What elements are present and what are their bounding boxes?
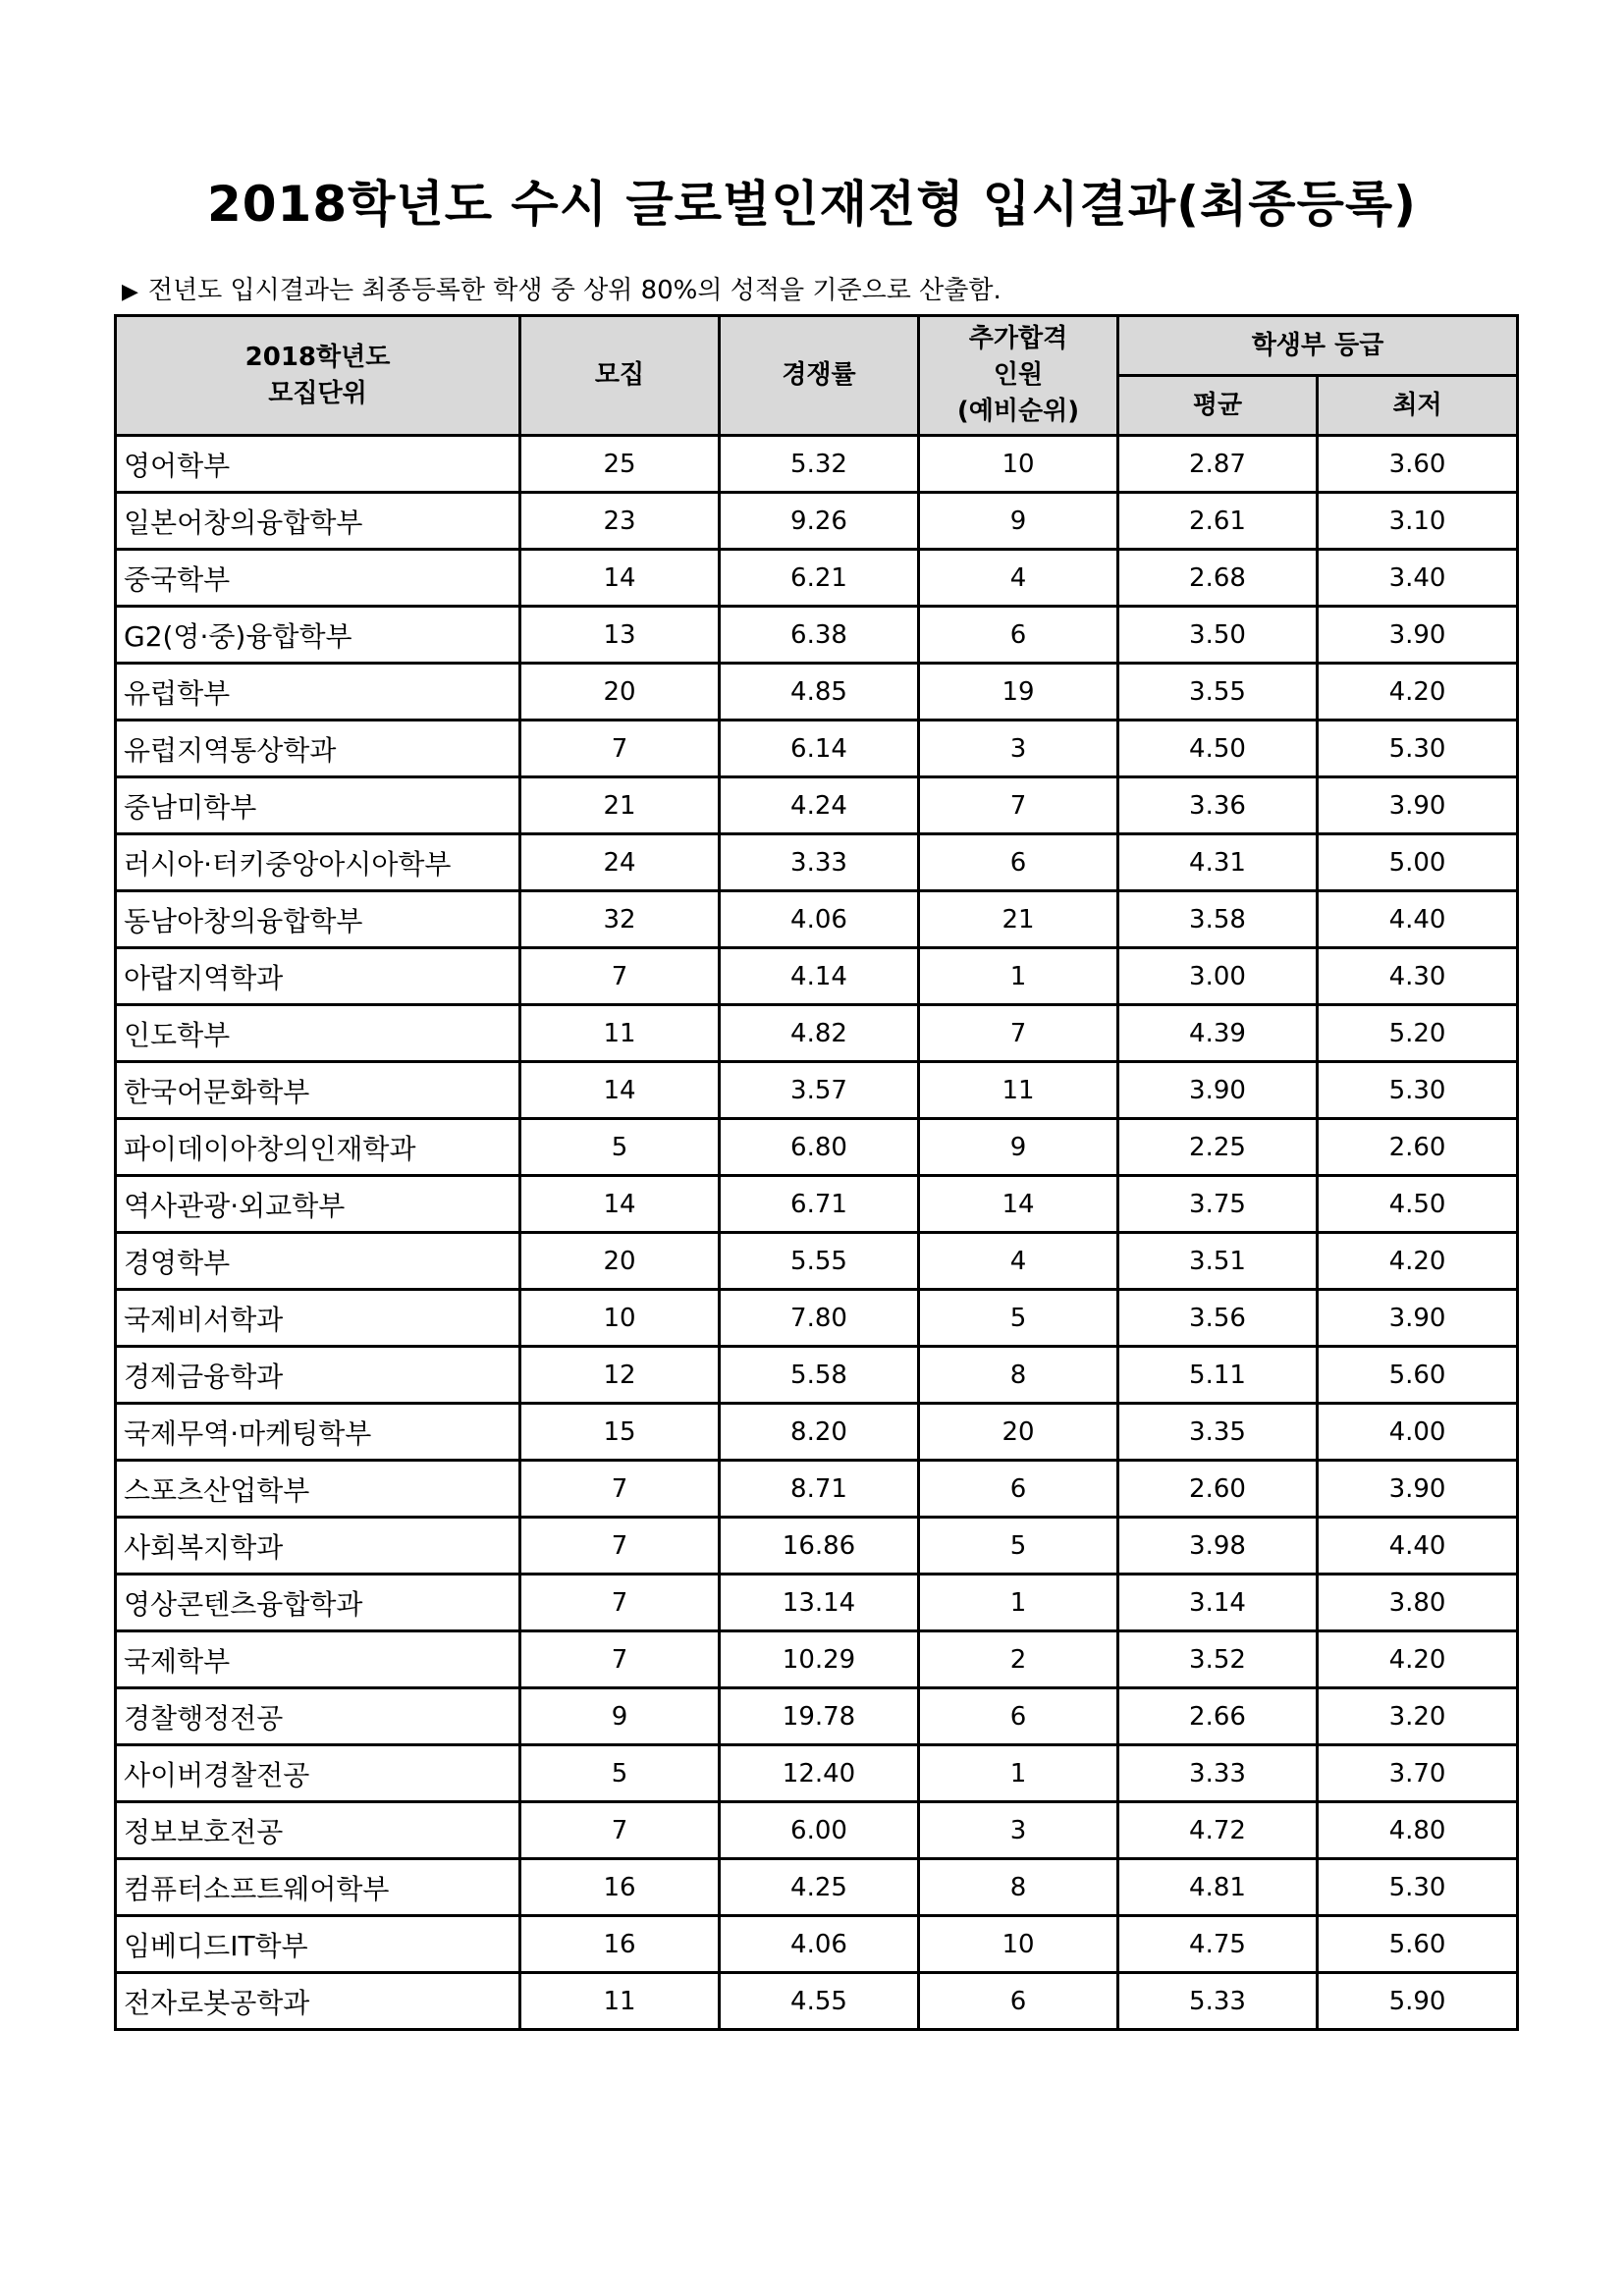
grade-avg-cell: 3.35 (1118, 1404, 1318, 1461)
competition-cell: 12.40 (720, 1745, 919, 1802)
recruit-cell: 32 (520, 891, 720, 948)
grade-min-cell: 5.20 (1318, 1005, 1518, 1062)
extra-cell: 6 (919, 1973, 1118, 2030)
grade-min-cell: 3.60 (1318, 436, 1518, 493)
competition-cell: 4.06 (720, 1916, 919, 1973)
extra-cell: 6 (919, 834, 1118, 891)
table-row (116, 1802, 1518, 1859)
extra-cell: 5 (919, 1290, 1118, 1347)
competition-cell: 6.38 (720, 607, 919, 664)
recruit-cell: 15 (520, 1404, 720, 1461)
grade-avg-cell: 3.14 (1118, 1575, 1318, 1631)
unit-cell: 유럽학부 (116, 664, 520, 721)
unit-cell: 컴퓨터소프트웨어학부 (116, 1859, 520, 1916)
extra-cell: 6 (919, 1461, 1118, 1518)
table-row (116, 1745, 1518, 1802)
grade-min-cell: 5.30 (1318, 721, 1518, 777)
grade-min-cell: 4.30 (1318, 948, 1518, 1005)
unit-cell: 경영학부 (116, 1233, 520, 1290)
table-row (116, 1859, 1518, 1916)
grade-avg-cell: 3.52 (1118, 1631, 1318, 1688)
grade-avg-cell: 2.87 (1118, 436, 1318, 493)
recruit-cell: 14 (520, 1062, 720, 1119)
grade-min-cell: 4.20 (1318, 664, 1518, 721)
unit-cell: 유럽지역통상학과 (116, 721, 520, 777)
table-row (116, 1973, 1518, 2030)
table-row (116, 721, 1518, 777)
header-grade-min: 최저 (1318, 376, 1518, 436)
grade-avg-cell: 4.50 (1118, 721, 1318, 777)
unit-cell: 중남미학부 (116, 777, 520, 834)
unit-cell: 영어학부 (116, 436, 520, 493)
grade-min-cell: 2.60 (1318, 1119, 1518, 1176)
recruit-cell: 13 (520, 607, 720, 664)
note-text: 전년도 입시결과는 최종등록한 학생 중 상위 80%의 성적을 기준으로 산출함. (147, 276, 1001, 305)
grade-avg-cell: 2.25 (1118, 1119, 1318, 1176)
unit-cell: 국제비서학과 (116, 1290, 520, 1347)
grade-min-cell: 4.00 (1318, 1404, 1518, 1461)
grade-avg-cell: 4.72 (1118, 1802, 1318, 1859)
extra-cell: 10 (919, 436, 1118, 493)
recruit-cell: 14 (520, 550, 720, 607)
extra-cell: 6 (919, 607, 1118, 664)
recruit-cell: 20 (520, 1233, 720, 1290)
recruit-cell: 5 (520, 1119, 720, 1176)
extra-cell: 7 (919, 1005, 1118, 1062)
competition-cell: 6.80 (720, 1119, 919, 1176)
grade-avg-cell: 3.36 (1118, 777, 1318, 834)
grade-min-cell: 5.30 (1318, 1062, 1518, 1119)
grade-min-cell: 5.30 (1318, 1859, 1518, 1916)
table-row (116, 664, 1518, 721)
grade-min-cell: 3.90 (1318, 777, 1518, 834)
recruit-cell: 16 (520, 1859, 720, 1916)
table-row (116, 550, 1518, 607)
table-row (116, 1916, 1518, 1973)
extra-cell: 10 (919, 1916, 1118, 1973)
grade-min-cell: 4.40 (1318, 1518, 1518, 1575)
grade-min-cell: 3.80 (1318, 1575, 1518, 1631)
unit-cell: 임베디드IT학부 (116, 1916, 520, 1973)
unit-cell: 중국학부 (116, 550, 520, 607)
grade-avg-cell: 5.33 (1118, 1973, 1318, 2030)
competition-cell: 8.20 (720, 1404, 919, 1461)
recruit-cell: 11 (520, 1005, 720, 1062)
recruit-cell: 9 (520, 1688, 720, 1745)
table-row (116, 1119, 1518, 1176)
extra-cell: 1 (919, 1575, 1118, 1631)
grade-min-cell: 4.40 (1318, 891, 1518, 948)
grade-min-cell: 3.40 (1318, 550, 1518, 607)
unit-cell: 스포츠산업학부 (116, 1461, 520, 1518)
table-row (116, 1518, 1518, 1575)
table-row (116, 607, 1518, 664)
unit-cell: 경찰행정전공 (116, 1688, 520, 1745)
header-grade-avg: 평균 (1118, 376, 1318, 436)
table-row (116, 1290, 1518, 1347)
unit-cell: 파이데이아창의인재학과 (116, 1119, 520, 1176)
table-row (116, 834, 1518, 891)
grade-avg-cell: 3.56 (1118, 1290, 1318, 1347)
extra-cell: 14 (919, 1176, 1118, 1233)
recruit-cell: 24 (520, 834, 720, 891)
recruit-cell: 21 (520, 777, 720, 834)
table-row (116, 1688, 1518, 1745)
competition-cell: 5.32 (720, 436, 919, 493)
grade-min-cell: 5.00 (1318, 834, 1518, 891)
table-row (116, 1347, 1518, 1404)
recruit-cell: 7 (520, 948, 720, 1005)
header-recruit: 모집 (520, 316, 720, 436)
unit-cell: 동남아창의융합학부 (116, 891, 520, 948)
header-competition: 경쟁률 (720, 316, 919, 436)
grade-min-cell: 4.20 (1318, 1631, 1518, 1688)
grade-avg-cell: 3.55 (1118, 664, 1318, 721)
recruit-cell: 7 (520, 1802, 720, 1859)
extra-cell: 7 (919, 777, 1118, 834)
competition-cell: 8.71 (720, 1461, 919, 1518)
competition-cell: 4.82 (720, 1005, 919, 1062)
extra-cell: 9 (919, 493, 1118, 550)
table-row (116, 1062, 1518, 1119)
unit-cell: G2(영·중)융합학부 (116, 607, 520, 664)
competition-cell: 10.29 (720, 1631, 919, 1688)
table-row (116, 1461, 1518, 1518)
grade-min-cell: 5.60 (1318, 1916, 1518, 1973)
competition-cell: 6.71 (720, 1176, 919, 1233)
grade-avg-cell: 2.60 (1118, 1461, 1318, 1518)
grade-avg-cell: 2.68 (1118, 550, 1318, 607)
table-row (116, 436, 1518, 493)
results-table (114, 314, 1519, 2031)
competition-cell: 9.26 (720, 493, 919, 550)
grade-avg-cell: 3.98 (1118, 1518, 1318, 1575)
grade-avg-cell: 3.50 (1118, 607, 1318, 664)
competition-cell: 6.21 (720, 550, 919, 607)
extra-cell: 19 (919, 664, 1118, 721)
extra-cell: 4 (919, 1233, 1118, 1290)
grade-min-cell: 3.90 (1318, 1461, 1518, 1518)
competition-cell: 3.57 (720, 1062, 919, 1119)
competition-cell: 6.14 (720, 721, 919, 777)
recruit-cell: 11 (520, 1973, 720, 2030)
note (122, 270, 1001, 306)
grade-avg-cell: 4.31 (1118, 834, 1318, 891)
grade-min-cell: 3.20 (1318, 1688, 1518, 1745)
table-row (116, 1233, 1518, 1290)
extra-cell: 1 (919, 1745, 1118, 1802)
extra-cell: 3 (919, 1802, 1118, 1859)
grade-min-cell: 3.70 (1318, 1745, 1518, 1802)
header-unit: 2018학년도 모집단위 (116, 316, 520, 436)
unit-cell: 인도학부 (116, 1005, 520, 1062)
grade-avg-cell: 3.00 (1118, 948, 1318, 1005)
header-extra: 추가합격 인원 (예비순위) (919, 316, 1118, 436)
recruit-cell: 25 (520, 436, 720, 493)
unit-cell: 국제학부 (116, 1631, 520, 1688)
recruit-cell: 23 (520, 493, 720, 550)
competition-cell: 7.80 (720, 1290, 919, 1347)
recruit-cell: 7 (520, 721, 720, 777)
page-title: 2018학년도 수시 글로벌인재전형 입시결과(최종등록) (206, 176, 1418, 233)
grade-avg-cell: 2.61 (1118, 493, 1318, 550)
grade-avg-cell: 2.66 (1118, 1688, 1318, 1745)
grade-avg-cell: 5.11 (1118, 1347, 1318, 1404)
triangle-bullet-icon: ▶ (122, 280, 138, 304)
unit-cell: 정보보호전공 (116, 1802, 520, 1859)
grade-avg-cell: 3.90 (1118, 1062, 1318, 1119)
unit-cell: 일본어창의융합학부 (116, 493, 520, 550)
extra-cell: 21 (919, 891, 1118, 948)
grade-avg-cell: 3.58 (1118, 891, 1318, 948)
extra-cell: 11 (919, 1062, 1118, 1119)
unit-cell: 한국어문화학부 (116, 1062, 520, 1119)
unit-cell: 전자로봇공학과 (116, 1973, 520, 2030)
recruit-cell: 12 (520, 1347, 720, 1404)
extra-cell: 1 (919, 948, 1118, 1005)
extra-cell: 8 (919, 1347, 1118, 1404)
competition-cell: 16.86 (720, 1518, 919, 1575)
unit-cell: 러시아·터키중앙아시아학부 (116, 834, 520, 891)
extra-cell: 20 (919, 1404, 1118, 1461)
unit-cell: 아랍지역학과 (116, 948, 520, 1005)
grade-min-cell: 4.80 (1318, 1802, 1518, 1859)
extra-cell: 9 (919, 1119, 1118, 1176)
unit-cell: 사이버경찰전공 (116, 1745, 520, 1802)
competition-cell: 4.85 (720, 664, 919, 721)
table-row (116, 1575, 1518, 1631)
table-row (116, 1005, 1518, 1062)
competition-cell: 4.14 (720, 948, 919, 1005)
grade-min-cell: 4.20 (1318, 1233, 1518, 1290)
grade-min-cell: 3.10 (1318, 493, 1518, 550)
table-row (116, 891, 1518, 948)
grade-min-cell: 5.60 (1318, 1347, 1518, 1404)
grade-avg-cell: 4.81 (1118, 1859, 1318, 1916)
recruit-cell: 5 (520, 1745, 720, 1802)
competition-cell: 4.25 (720, 1859, 919, 1916)
competition-cell: 6.00 (720, 1802, 919, 1859)
grade-min-cell: 3.90 (1318, 607, 1518, 664)
recruit-cell: 20 (520, 664, 720, 721)
unit-cell: 사회복지학과 (116, 1518, 520, 1575)
grade-avg-cell: 4.39 (1118, 1005, 1318, 1062)
table-row (116, 1404, 1518, 1461)
table-row (116, 948, 1518, 1005)
competition-cell: 3.33 (720, 834, 919, 891)
extra-cell: 4 (919, 550, 1118, 607)
recruit-cell: 7 (520, 1631, 720, 1688)
extra-cell: 6 (919, 1688, 1118, 1745)
recruit-cell: 7 (520, 1461, 720, 1518)
recruit-cell: 14 (520, 1176, 720, 1233)
recruit-cell: 7 (520, 1518, 720, 1575)
grade-min-cell: 3.90 (1318, 1290, 1518, 1347)
extra-cell: 2 (919, 1631, 1118, 1688)
competition-cell: 5.55 (720, 1233, 919, 1290)
table-body (116, 436, 1518, 2030)
recruit-cell: 10 (520, 1290, 720, 1347)
unit-cell: 국제무역·마케팅학부 (116, 1404, 520, 1461)
competition-cell: 13.14 (720, 1575, 919, 1631)
competition-cell: 4.55 (720, 1973, 919, 2030)
recruit-cell: 16 (520, 1916, 720, 1973)
grade-avg-cell: 3.75 (1118, 1176, 1318, 1233)
table-row (116, 777, 1518, 834)
competition-cell: 4.06 (720, 891, 919, 948)
extra-cell: 8 (919, 1859, 1118, 1916)
grade-min-cell: 4.50 (1318, 1176, 1518, 1233)
competition-cell: 19.78 (720, 1688, 919, 1745)
grade-avg-cell: 3.33 (1118, 1745, 1318, 1802)
extra-cell: 5 (919, 1518, 1118, 1575)
unit-cell: 역사관광·외교학부 (116, 1176, 520, 1233)
grade-min-cell: 5.90 (1318, 1973, 1518, 2030)
table-row (116, 493, 1518, 550)
extra-cell: 3 (919, 721, 1118, 777)
unit-cell: 영상콘텐츠융합학과 (116, 1575, 520, 1631)
competition-cell: 4.24 (720, 777, 919, 834)
competition-cell: 5.58 (720, 1347, 919, 1404)
recruit-cell: 7 (520, 1575, 720, 1631)
unit-cell: 경제금융학과 (116, 1347, 520, 1404)
table-row (116, 1176, 1518, 1233)
header-grade-group: 학생부 등급 (1118, 316, 1518, 376)
table-row (116, 1631, 1518, 1688)
grade-avg-cell: 3.51 (1118, 1233, 1318, 1290)
grade-avg-cell: 4.75 (1118, 1916, 1318, 1973)
